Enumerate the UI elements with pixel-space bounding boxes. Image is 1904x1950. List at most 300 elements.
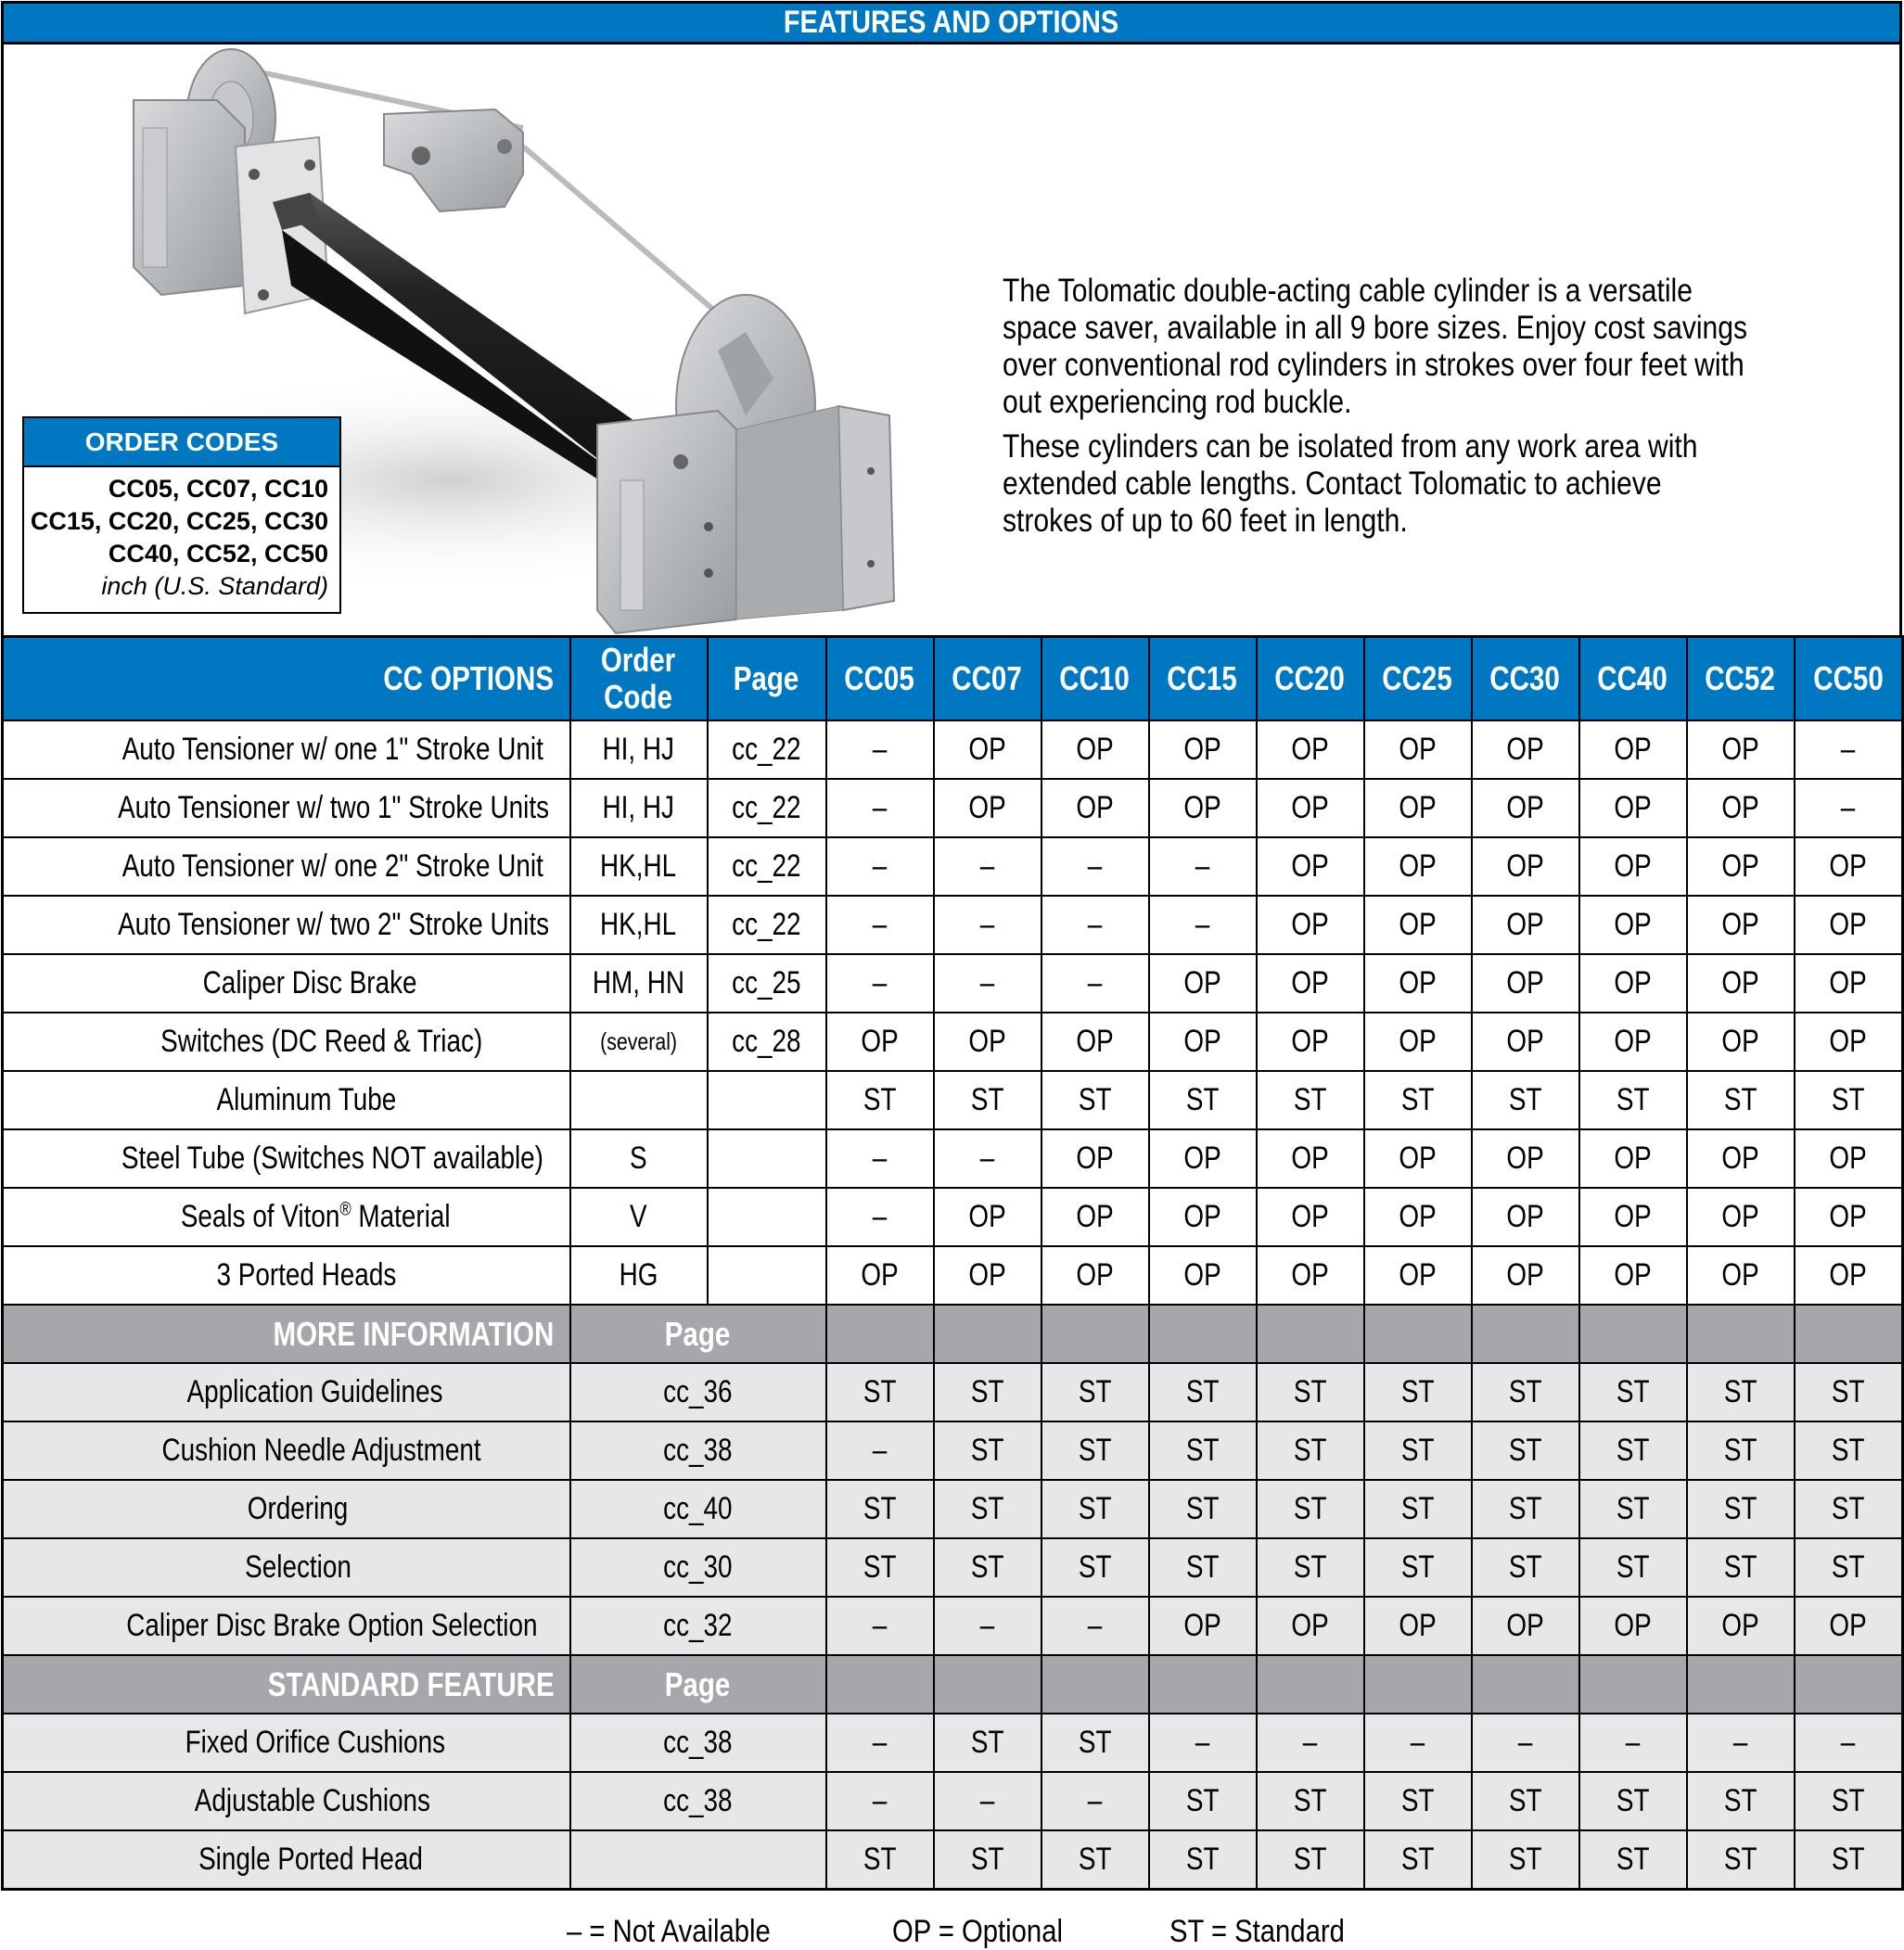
availability-cell	[1795, 1188, 1903, 1246]
page-ref-text: cc_22	[732, 848, 801, 884]
availability-cell-text: ST	[1723, 1549, 1757, 1585]
availability-cell-text: OP	[968, 732, 1006, 767]
header-page	[708, 637, 826, 721]
page-ref	[708, 779, 826, 837]
availability-cell-text: –	[1195, 1725, 1210, 1760]
feature-label	[3, 1421, 570, 1480]
page-ref-text: cc_36	[663, 1374, 733, 1409]
order-code-text: HK,HL	[600, 848, 677, 884]
availability-cell-text: ST	[1400, 1842, 1435, 1877]
availability-cell	[1257, 1129, 1364, 1188]
availability-cell-text: –	[872, 848, 888, 884]
legend-not-available: – = Not Available	[567, 1914, 771, 1949]
option-label-text	[118, 790, 549, 826]
table-row	[3, 1480, 1903, 1538]
availability-cell	[1364, 1013, 1472, 1071]
availability-cell	[1041, 1421, 1149, 1480]
availability-cell	[826, 1013, 934, 1071]
option-label-text	[122, 732, 543, 768]
availability-cell	[1364, 1538, 1472, 1597]
order-code	[570, 1071, 708, 1129]
availability-cell	[1687, 896, 1795, 954]
availability-cell-text: OP	[1829, 1257, 1867, 1293]
availability-cell	[826, 720, 934, 779]
availability-cell	[1472, 1071, 1579, 1129]
availability-cell	[826, 779, 934, 837]
availability-cell-text: OP	[1721, 848, 1759, 884]
description-paragraph-1	[1003, 273, 1837, 421]
page-ref-text: cc_38	[663, 1783, 733, 1818]
availability-cell	[1041, 1188, 1149, 1246]
option-label	[3, 1188, 570, 1246]
availability-cell-text: ST	[1616, 1433, 1650, 1468]
availability-cell	[826, 1363, 934, 1421]
availability-cell	[1364, 779, 1472, 837]
availability-cell	[1687, 779, 1795, 837]
availability-cell	[934, 779, 1041, 837]
section-blank-cell	[826, 1655, 934, 1714]
availability-cell	[1687, 1538, 1795, 1597]
section-blank-cell	[1041, 1655, 1149, 1714]
page-ref-text: cc_40	[663, 1491, 733, 1526]
availability-cell	[1364, 1246, 1472, 1305]
availability-cell-text: OP	[1721, 1199, 1759, 1234]
availability-cell-text: OP	[1291, 1608, 1329, 1643]
availability-cell	[1041, 1714, 1149, 1772]
availability-cell	[1579, 1363, 1687, 1421]
availability-cell	[826, 1772, 934, 1830]
availability-cell-text: ST	[1831, 1783, 1865, 1818]
availability-cell	[934, 1714, 1041, 1772]
option-label	[3, 1129, 570, 1188]
availability-cell-text: ST	[1185, 1433, 1220, 1468]
availability-cell	[1257, 1013, 1364, 1071]
availability-cell	[1795, 1013, 1903, 1071]
availability-cell	[1364, 896, 1472, 954]
availability-cell-text: ST	[1508, 1374, 1542, 1409]
availability-cell	[1041, 1246, 1149, 1305]
availability-cell	[1472, 1363, 1579, 1421]
availability-cell-text: OP	[1076, 1199, 1114, 1234]
availability-cell	[1472, 1129, 1579, 1188]
standard-feature-title-text: STANDARD FEATURE	[267, 1664, 555, 1703]
availability-cell	[1687, 1363, 1795, 1421]
availability-cell	[826, 1597, 934, 1655]
table-row	[3, 837, 1903, 896]
availability-cell	[826, 1071, 934, 1129]
availability-cell	[1579, 1772, 1687, 1830]
availability-cell	[1364, 837, 1472, 896]
availability-cell	[1687, 1071, 1795, 1129]
option-label-main: Seals of Viton	[181, 1199, 340, 1234]
availability-cell	[1472, 1188, 1579, 1246]
availability-cell-text: –	[1087, 965, 1103, 1000]
availability-cell	[934, 1480, 1041, 1538]
availability-cell	[1149, 1129, 1257, 1188]
header-model-text: CC25	[1382, 659, 1453, 697]
availability-cell-text: –	[1302, 1725, 1318, 1760]
header-model	[1687, 637, 1795, 721]
availability-cell-text: –	[872, 1608, 888, 1643]
availability-cell-text: OP	[1291, 732, 1329, 767]
table-row	[3, 896, 1903, 954]
order-code	[570, 1246, 708, 1305]
availability-cell-text: OP	[1721, 790, 1759, 825]
availability-cell	[934, 1421, 1041, 1480]
availability-cell	[1041, 1480, 1149, 1538]
availability-cell-text: OP	[1506, 1024, 1544, 1059]
option-label-main: Auto Tensioner w/ one 2" Stroke Unit	[121, 848, 543, 884]
availability-cell	[1041, 1129, 1149, 1188]
availability-cell-text: OP	[861, 1257, 899, 1293]
page-ref-text: cc_38	[663, 1433, 733, 1468]
page-ref	[570, 1830, 826, 1890]
options-table	[1, 635, 1904, 1891]
availability-cell-text: –	[872, 1783, 888, 1818]
page-ref-text: cc_22	[732, 907, 801, 942]
more-information-section	[3, 1305, 1903, 1655]
availability-cell	[1579, 1480, 1687, 1538]
availability-cell-text: ST	[1508, 1549, 1542, 1585]
availability-cell-text: ST	[863, 1374, 897, 1409]
section-blank-cell	[1795, 1305, 1903, 1363]
availability-cell	[1257, 1714, 1364, 1772]
standard-feature-title	[3, 1655, 570, 1714]
table-row	[3, 1013, 1903, 1071]
availability-cell	[1257, 1188, 1364, 1246]
availability-cell-text: –	[1195, 848, 1210, 884]
availability-cell	[826, 896, 934, 954]
availability-cell-text: OP	[1399, 1257, 1437, 1293]
availability-cell	[1579, 1129, 1687, 1188]
availability-cell-text: OP	[1183, 1257, 1221, 1293]
availability-cell-text: ST	[1400, 1783, 1435, 1818]
availability-cell-text: ST	[1293, 1082, 1327, 1117]
header-order-code-line1: Order	[601, 641, 676, 679]
availability-cell	[1149, 896, 1257, 954]
availability-cell	[1579, 1421, 1687, 1480]
table-row	[3, 1188, 1903, 1246]
availability-cell	[1149, 1071, 1257, 1129]
option-label-text	[121, 1141, 543, 1177]
more-info-page-header-text: Page	[665, 1314, 731, 1353]
availability-cell	[934, 1363, 1041, 1421]
header-page-text: Page	[734, 659, 799, 697]
availability-cell	[1579, 779, 1687, 837]
section-blank-cell	[934, 1305, 1041, 1363]
header-order-code	[570, 637, 708, 721]
availability-cell-text: –	[872, 1725, 888, 1760]
section-blank-cell	[1257, 1305, 1364, 1363]
availability-cell	[1472, 1830, 1579, 1890]
availability-cell-text: ST	[863, 1549, 897, 1585]
availability-cell-text: ST	[1400, 1491, 1435, 1526]
availability-cell-text: –	[872, 1199, 888, 1234]
availability-cell-text: ST	[1616, 1491, 1650, 1526]
more-info-title-text: MORE INFORMATION	[273, 1314, 555, 1353]
availability-cell-text: OP	[1829, 1608, 1867, 1643]
availability-cell	[1472, 954, 1579, 1013]
availability-cell-text: –	[979, 907, 995, 942]
header-model	[1364, 637, 1472, 721]
availability-cell-text: OP	[1614, 790, 1652, 825]
availability-cell	[1472, 1538, 1579, 1597]
availability-cell-text: ST	[1078, 1082, 1112, 1117]
availability-cell	[1041, 837, 1149, 896]
availability-cell-text: ST	[1508, 1842, 1542, 1877]
availability-cell-text: OP	[968, 1199, 1006, 1234]
availability-cell	[1149, 1772, 1257, 1830]
availability-cell	[1579, 1538, 1687, 1597]
availability-cell	[1257, 1772, 1364, 1830]
availability-cell-text: OP	[1506, 1608, 1544, 1643]
availability-cell	[1687, 1246, 1795, 1305]
availability-cell	[1795, 896, 1903, 954]
page-ref-text: cc_30	[663, 1549, 733, 1585]
availability-cell-text: ST	[1293, 1433, 1327, 1468]
availability-cell-text: ST	[970, 1549, 1004, 1585]
availability-cell	[1687, 1188, 1795, 1246]
availability-cell	[1687, 1013, 1795, 1071]
availability-cell	[1579, 1013, 1687, 1071]
availability-cell-text: OP	[1614, 965, 1652, 1000]
header-model	[1149, 637, 1257, 721]
availability-cell	[1257, 1246, 1364, 1305]
availability-cell-text: OP	[1183, 790, 1221, 825]
availability-cell-text: OP	[1721, 1024, 1759, 1059]
availability-cell	[1472, 1714, 1579, 1772]
availability-cell-text: OP	[1076, 790, 1114, 825]
section-blank-cell	[1364, 1305, 1472, 1363]
table-header-row	[3, 637, 1903, 721]
table-row	[3, 1538, 1903, 1597]
feature-label-text: Cushion Needle Adjustment	[161, 1433, 481, 1468]
availability-cell-text: –	[979, 1141, 995, 1176]
availability-cell-text: OP	[1399, 965, 1437, 1000]
more-info-title	[3, 1305, 570, 1363]
availability-cell	[1795, 1246, 1903, 1305]
availability-cell-text: ST	[1078, 1842, 1112, 1877]
availability-cell-text: ST	[1616, 1374, 1650, 1409]
page-ref	[570, 1363, 826, 1421]
option-label-text	[203, 965, 417, 1001]
availability-cell	[934, 896, 1041, 954]
availability-cell-text: ST	[1293, 1491, 1327, 1526]
page-ref	[708, 1013, 826, 1071]
availability-cell-text: OP	[968, 1024, 1006, 1059]
availability-cell-text: ST	[1508, 1082, 1542, 1117]
header-model	[1472, 637, 1579, 721]
option-label	[3, 1071, 570, 1129]
description-line: strokes of up to 60 feet in length.	[1003, 503, 1408, 539]
availability-cell	[934, 1597, 1041, 1655]
availability-cell-text: –	[872, 1141, 888, 1176]
availability-cell	[1472, 1421, 1579, 1480]
option-label-main: Auto Tensioner w/ two 2" Stroke Units	[118, 907, 550, 942]
option-label	[3, 779, 570, 837]
availability-cell-text: –	[1087, 1608, 1103, 1643]
availability-cell	[1041, 1071, 1149, 1129]
availability-cell-text: OP	[1291, 907, 1329, 942]
availability-cell	[1579, 896, 1687, 954]
availability-cell	[1041, 1772, 1149, 1830]
availability-cell	[934, 1129, 1041, 1188]
availability-cell-text: OP	[1183, 1024, 1221, 1059]
table-row	[3, 1830, 1903, 1890]
feature-label-text: Application Guidelines	[186, 1374, 442, 1409]
availability-cell-text: –	[872, 732, 888, 767]
availability-cell	[1472, 1480, 1579, 1538]
availability-cell-text: ST	[1831, 1549, 1865, 1585]
availability-cell-text: ST	[1078, 1549, 1112, 1585]
availability-cell-text: ST	[1723, 1374, 1757, 1409]
availability-cell	[1041, 896, 1149, 954]
availability-cell-text: –	[979, 848, 995, 884]
availability-cell	[1579, 1597, 1687, 1655]
availability-cell	[1472, 1246, 1579, 1305]
availability-cell	[1687, 837, 1795, 896]
availability-cell-text: OP	[1506, 907, 1544, 942]
availability-cell	[1041, 1013, 1149, 1071]
availability-cell	[1257, 1597, 1364, 1655]
availability-cell-text: –	[1517, 1725, 1533, 1760]
availability-cell-text: OP	[1506, 965, 1544, 1000]
availability-cell	[826, 1421, 934, 1480]
availability-cell-text: ST	[1293, 1783, 1327, 1818]
availability-cell	[1149, 1538, 1257, 1597]
availability-cell	[1041, 1597, 1149, 1655]
order-code	[570, 779, 708, 837]
availability-cell	[1364, 1129, 1472, 1188]
description-line: extended cable lengths. Contact Tolomatic to achieve	[1003, 465, 1662, 502]
order-code	[570, 1013, 708, 1071]
standard-feature-header-row	[3, 1655, 1903, 1714]
availability-cell	[1795, 1071, 1903, 1129]
availability-cell-text: OP	[1506, 1199, 1544, 1234]
header-model	[934, 637, 1041, 721]
description-line: These cylinders can be isolated from any work area with	[1003, 428, 1698, 465]
page-ref	[570, 1714, 826, 1772]
option-label	[3, 1013, 570, 1071]
option-label-text	[216, 1082, 396, 1118]
order-code-text: HG	[619, 1257, 658, 1293]
availability-cell-text: ST	[863, 1082, 897, 1117]
availability-cell-text: OP	[1291, 965, 1329, 1000]
availability-cell-text: OP	[1291, 1257, 1329, 1293]
availability-cell-text: –	[979, 1608, 995, 1643]
availability-cell	[1687, 1480, 1795, 1538]
availability-cell	[1795, 1597, 1903, 1655]
availability-cell-text: OP	[1721, 965, 1759, 1000]
registered-mark: ®	[339, 1199, 352, 1220]
order-code-text: HI, HJ	[602, 790, 675, 825]
availability-cell	[1364, 1363, 1472, 1421]
availability-cell-text: –	[1625, 1725, 1641, 1760]
order-code	[570, 954, 708, 1013]
legend-standard: ST = Standard	[1169, 1914, 1345, 1949]
availability-cell	[1579, 720, 1687, 779]
page-ref	[570, 1421, 826, 1480]
page-ref-text: cc_28	[732, 1024, 801, 1059]
feature-label-text: Selection	[244, 1549, 351, 1585]
availability-cell-text: ST	[1185, 1491, 1220, 1526]
availability-cell	[826, 1480, 934, 1538]
availability-cell-text: OP	[1721, 732, 1759, 767]
availability-cell	[1472, 779, 1579, 837]
availability-cell-text: ST	[970, 1082, 1004, 1117]
table-row	[3, 954, 1903, 1013]
availability-cell-text: –	[979, 965, 995, 1000]
page-ref-text: cc_25	[732, 965, 801, 1000]
order-code	[570, 1129, 708, 1188]
section-blank-cell	[1472, 1655, 1579, 1714]
availability-cell	[1687, 1129, 1795, 1188]
table-row	[3, 720, 1903, 779]
order-codes-line: CC15, CC20, CC25, CC30	[30, 507, 328, 535]
availability-cell	[1472, 837, 1579, 896]
order-code-text: HK,HL	[600, 907, 677, 942]
order-codes-line: CC05, CC07, CC10	[108, 475, 328, 503]
availability-cell	[1687, 1830, 1795, 1890]
availability-cell-text: ST	[863, 1842, 897, 1877]
standard-feature-section	[3, 1655, 1903, 1890]
availability-cell-text: OP	[1399, 1024, 1437, 1059]
availability-cell-text: OP	[1183, 965, 1221, 1000]
order-code-text: HI, HJ	[602, 732, 675, 767]
header-model-text: CC20	[1274, 659, 1346, 697]
table-row	[3, 1597, 1903, 1655]
section-blank-cell	[934, 1655, 1041, 1714]
availability-cell	[1364, 1772, 1472, 1830]
section-blank-cell	[1687, 1655, 1795, 1714]
table-row	[3, 1246, 1903, 1305]
availability-cell	[1579, 1071, 1687, 1129]
option-label-suffix: Material	[351, 1199, 452, 1234]
availability-cell-text: OP	[968, 790, 1006, 825]
option-label-text	[160, 1024, 482, 1060]
description-paragraph-2	[1003, 428, 1837, 540]
option-label-text	[122, 848, 543, 885]
availability-cell-text: ST	[1508, 1783, 1542, 1818]
availability-cell-text: ST	[1508, 1433, 1542, 1468]
feature-label-text: Ordering	[247, 1491, 348, 1526]
availability-cell-text: OP	[1829, 907, 1867, 942]
section-blank-cell	[1257, 1655, 1364, 1714]
availability-cell-text: OP	[1399, 907, 1437, 942]
option-label	[3, 837, 570, 896]
availability-cell-text: ST	[1508, 1491, 1542, 1526]
page-ref-text: cc_38	[663, 1725, 733, 1760]
availability-cell	[826, 1129, 934, 1188]
table-row	[3, 1129, 1903, 1188]
availability-cell-text: OP	[1614, 1608, 1652, 1643]
availability-cell	[934, 837, 1041, 896]
option-label	[3, 896, 570, 954]
order-codes-line: CC40, CC52, CC50	[108, 540, 328, 567]
section-blank-cell	[1795, 1655, 1903, 1714]
availability-cell	[1795, 1772, 1903, 1830]
page-ref	[708, 954, 826, 1013]
order-code	[570, 837, 708, 896]
availability-cell-text: OP	[1721, 1608, 1759, 1643]
availability-cell-text: OP	[1506, 732, 1544, 767]
legend-optional: OP = Optional	[892, 1914, 1063, 1949]
availability-cell-text: OP	[1614, 732, 1652, 767]
availability-cell	[1364, 1188, 1472, 1246]
availability-cell-text: ST	[970, 1374, 1004, 1409]
availability-cell-text: OP	[1721, 1257, 1759, 1293]
availability-cell-text: ST	[1831, 1433, 1865, 1468]
